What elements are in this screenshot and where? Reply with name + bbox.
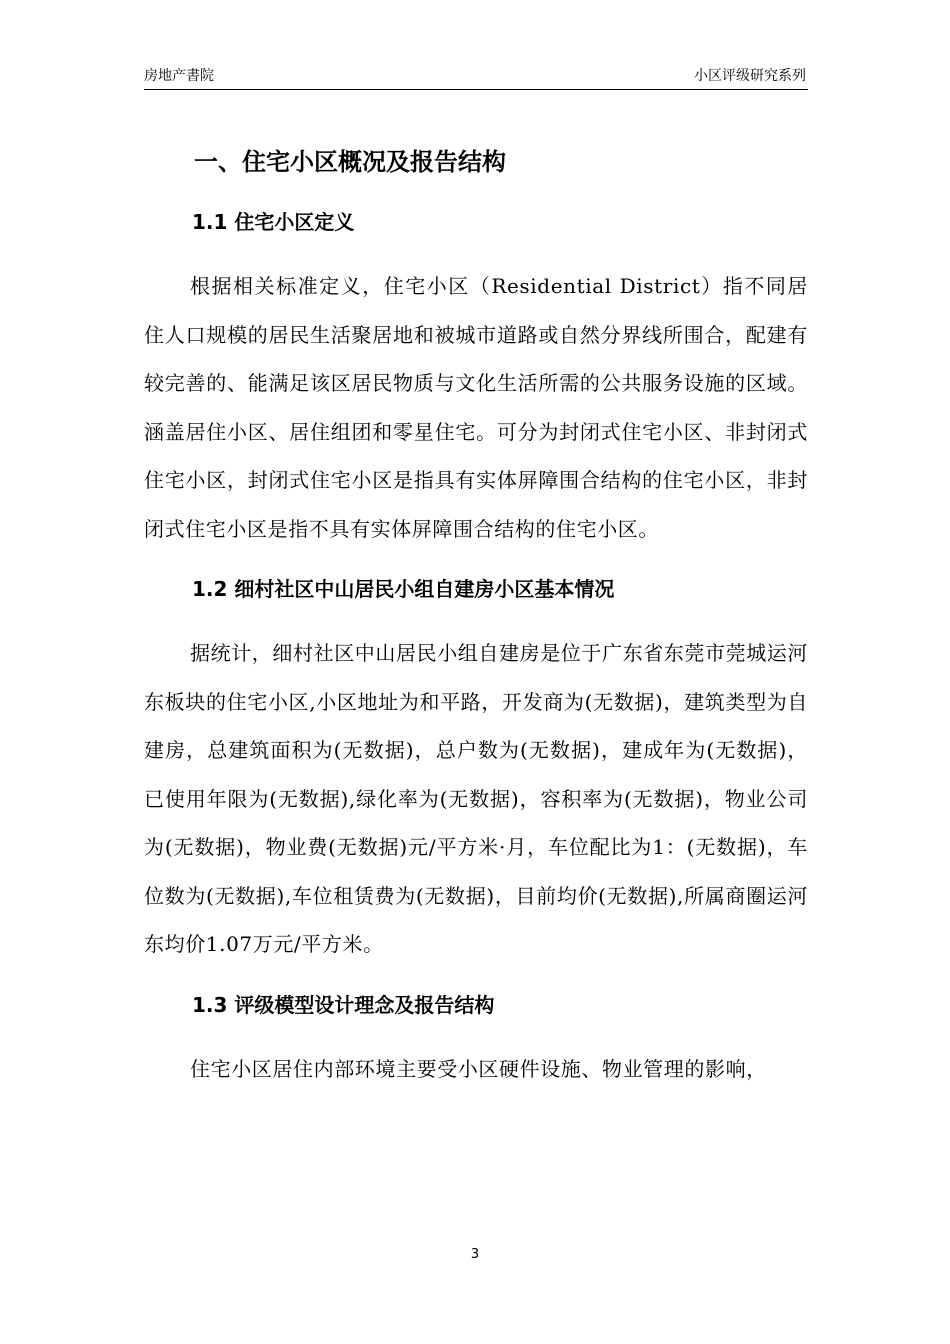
header-publisher: 房地产書院 <box>144 68 214 84</box>
subsection-heading-1-2: 1.2 细村社区中山居民小组自建房小区基本情况 <box>192 577 615 601</box>
section-title: 一、住宅小区概况及报告结构 <box>194 148 506 176</box>
header-series: 小区评级研究系列 <box>694 68 806 84</box>
page-number: 3 <box>470 1247 480 1262</box>
paragraph-model-design: 住宅小区居住内部环境主要受小区硬件设施、物业管理的影响， <box>190 1056 767 1081</box>
subsection-heading-1-3: 1.3 评级模型设计理念及报告结构 <box>192 992 495 1017</box>
header-divider <box>144 89 808 90</box>
paragraph-definition: 根据相关标准定义，住宅小区（Residential District）指不同居住人口规模的居民生活聚居地和被城市道路或自然分界线所围合，配建有较完善的、能满足该区居民物质与文化生活所需的公共服务设施的区域。涵盖居住小区、居住组团和零星住宅。可分为封闭式住宅小区、非封闭式住宅小区，封闭式住宅小区是指具有实体屏障围合结构的住宅小区，非封闭式住宅小区是指不具有实体屏障围合结构的住宅小区。 <box>144 274 808 541</box>
subsection-heading-1-1: 1.1 住宅小区定义 <box>192 210 355 234</box>
page-content <box>144 142 808 1113</box>
paragraph-basic-info: 据统计，细村社区中山居民小组自建房是位于广东省东莞市莞城运河东板块的住宅小区,小区地址为和平路，开发商为(无数据)，建筑类型为自建房，总建筑面积为(无数据)，总户数为(无数据)，建成年为(无数据)，已使用年限为(无数据),绿化率为(无数据)，容积率为(无数据)，物业公司为(无数据)，物业费(无数据)元/平方米·月，车位配比为1：(无数据)，车位数为(无数据),车位租赁费为(无数据)，目前均价(无数据),所属商圈运河东均价1.07万元/平方米。 <box>144 641 808 956</box>
